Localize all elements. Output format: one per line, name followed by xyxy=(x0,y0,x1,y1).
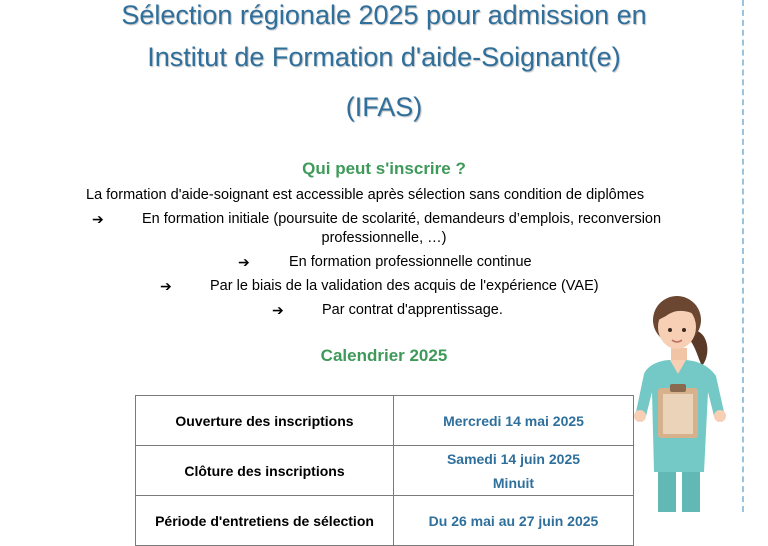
arrow-icon: ➔ xyxy=(238,254,250,270)
page-title-line-1: Sélection régionale 2025 pour admission en xyxy=(121,0,647,30)
calendar-row-value xyxy=(394,396,634,446)
calendar-row-value xyxy=(394,496,634,546)
calendar-row-label: Clôture des inscriptions xyxy=(136,446,394,496)
arrow-icon: ➔ xyxy=(272,302,284,318)
arrow-icon: ➔ xyxy=(160,278,172,294)
eligibility-item-4: Par contrat d'apprentissage. xyxy=(322,302,503,318)
calendar-value-line-2: Minuit xyxy=(492,474,535,491)
arrow-icon: ➔ xyxy=(92,211,104,227)
table-row xyxy=(136,396,634,446)
eligibility-item-1-line-1: En formation initiale (poursuite de scolarité, demandeurs d’emplois, reconversion xyxy=(142,211,662,227)
calendar-heading: Calendrier 2025 xyxy=(320,346,448,365)
eligibility-item-1-line-2: professionnelle, …) xyxy=(321,230,447,246)
eligibility-item-3: Par le biais de la validation des acquis de l'expérience (VAE) xyxy=(210,278,599,294)
calendar-value-line: Samedi 14 juin 2025 xyxy=(446,450,581,467)
page-title-line-2: Institut de Formation d'aide-Soignant(e) xyxy=(147,42,621,72)
nurse-illustration-icon xyxy=(632,292,732,512)
calendar-value-line: Mercredi 14 mai 2025 xyxy=(443,412,584,429)
calendar-row-label: Période d'entretiens de sélection xyxy=(136,496,394,546)
page-title-line-3: (IFAS) xyxy=(345,92,423,122)
calendar-value-line: Du 26 mai au 27 juin 2025 xyxy=(428,512,599,529)
calendar-table xyxy=(135,395,634,546)
eligibility-heading: Qui peut s'inscrire ? xyxy=(302,159,466,178)
page-border-dashed xyxy=(742,0,744,512)
table-row xyxy=(136,446,634,496)
eligibility-item-2: En formation professionnelle continue xyxy=(289,254,532,270)
calendar-row-label: Ouverture des inscriptions xyxy=(136,396,394,446)
table-row xyxy=(136,496,634,546)
eligibility-intro: La formation d'aide-soignant est accessible après sélection sans condition de diplômes xyxy=(86,187,645,203)
calendar-row-value xyxy=(394,446,634,496)
